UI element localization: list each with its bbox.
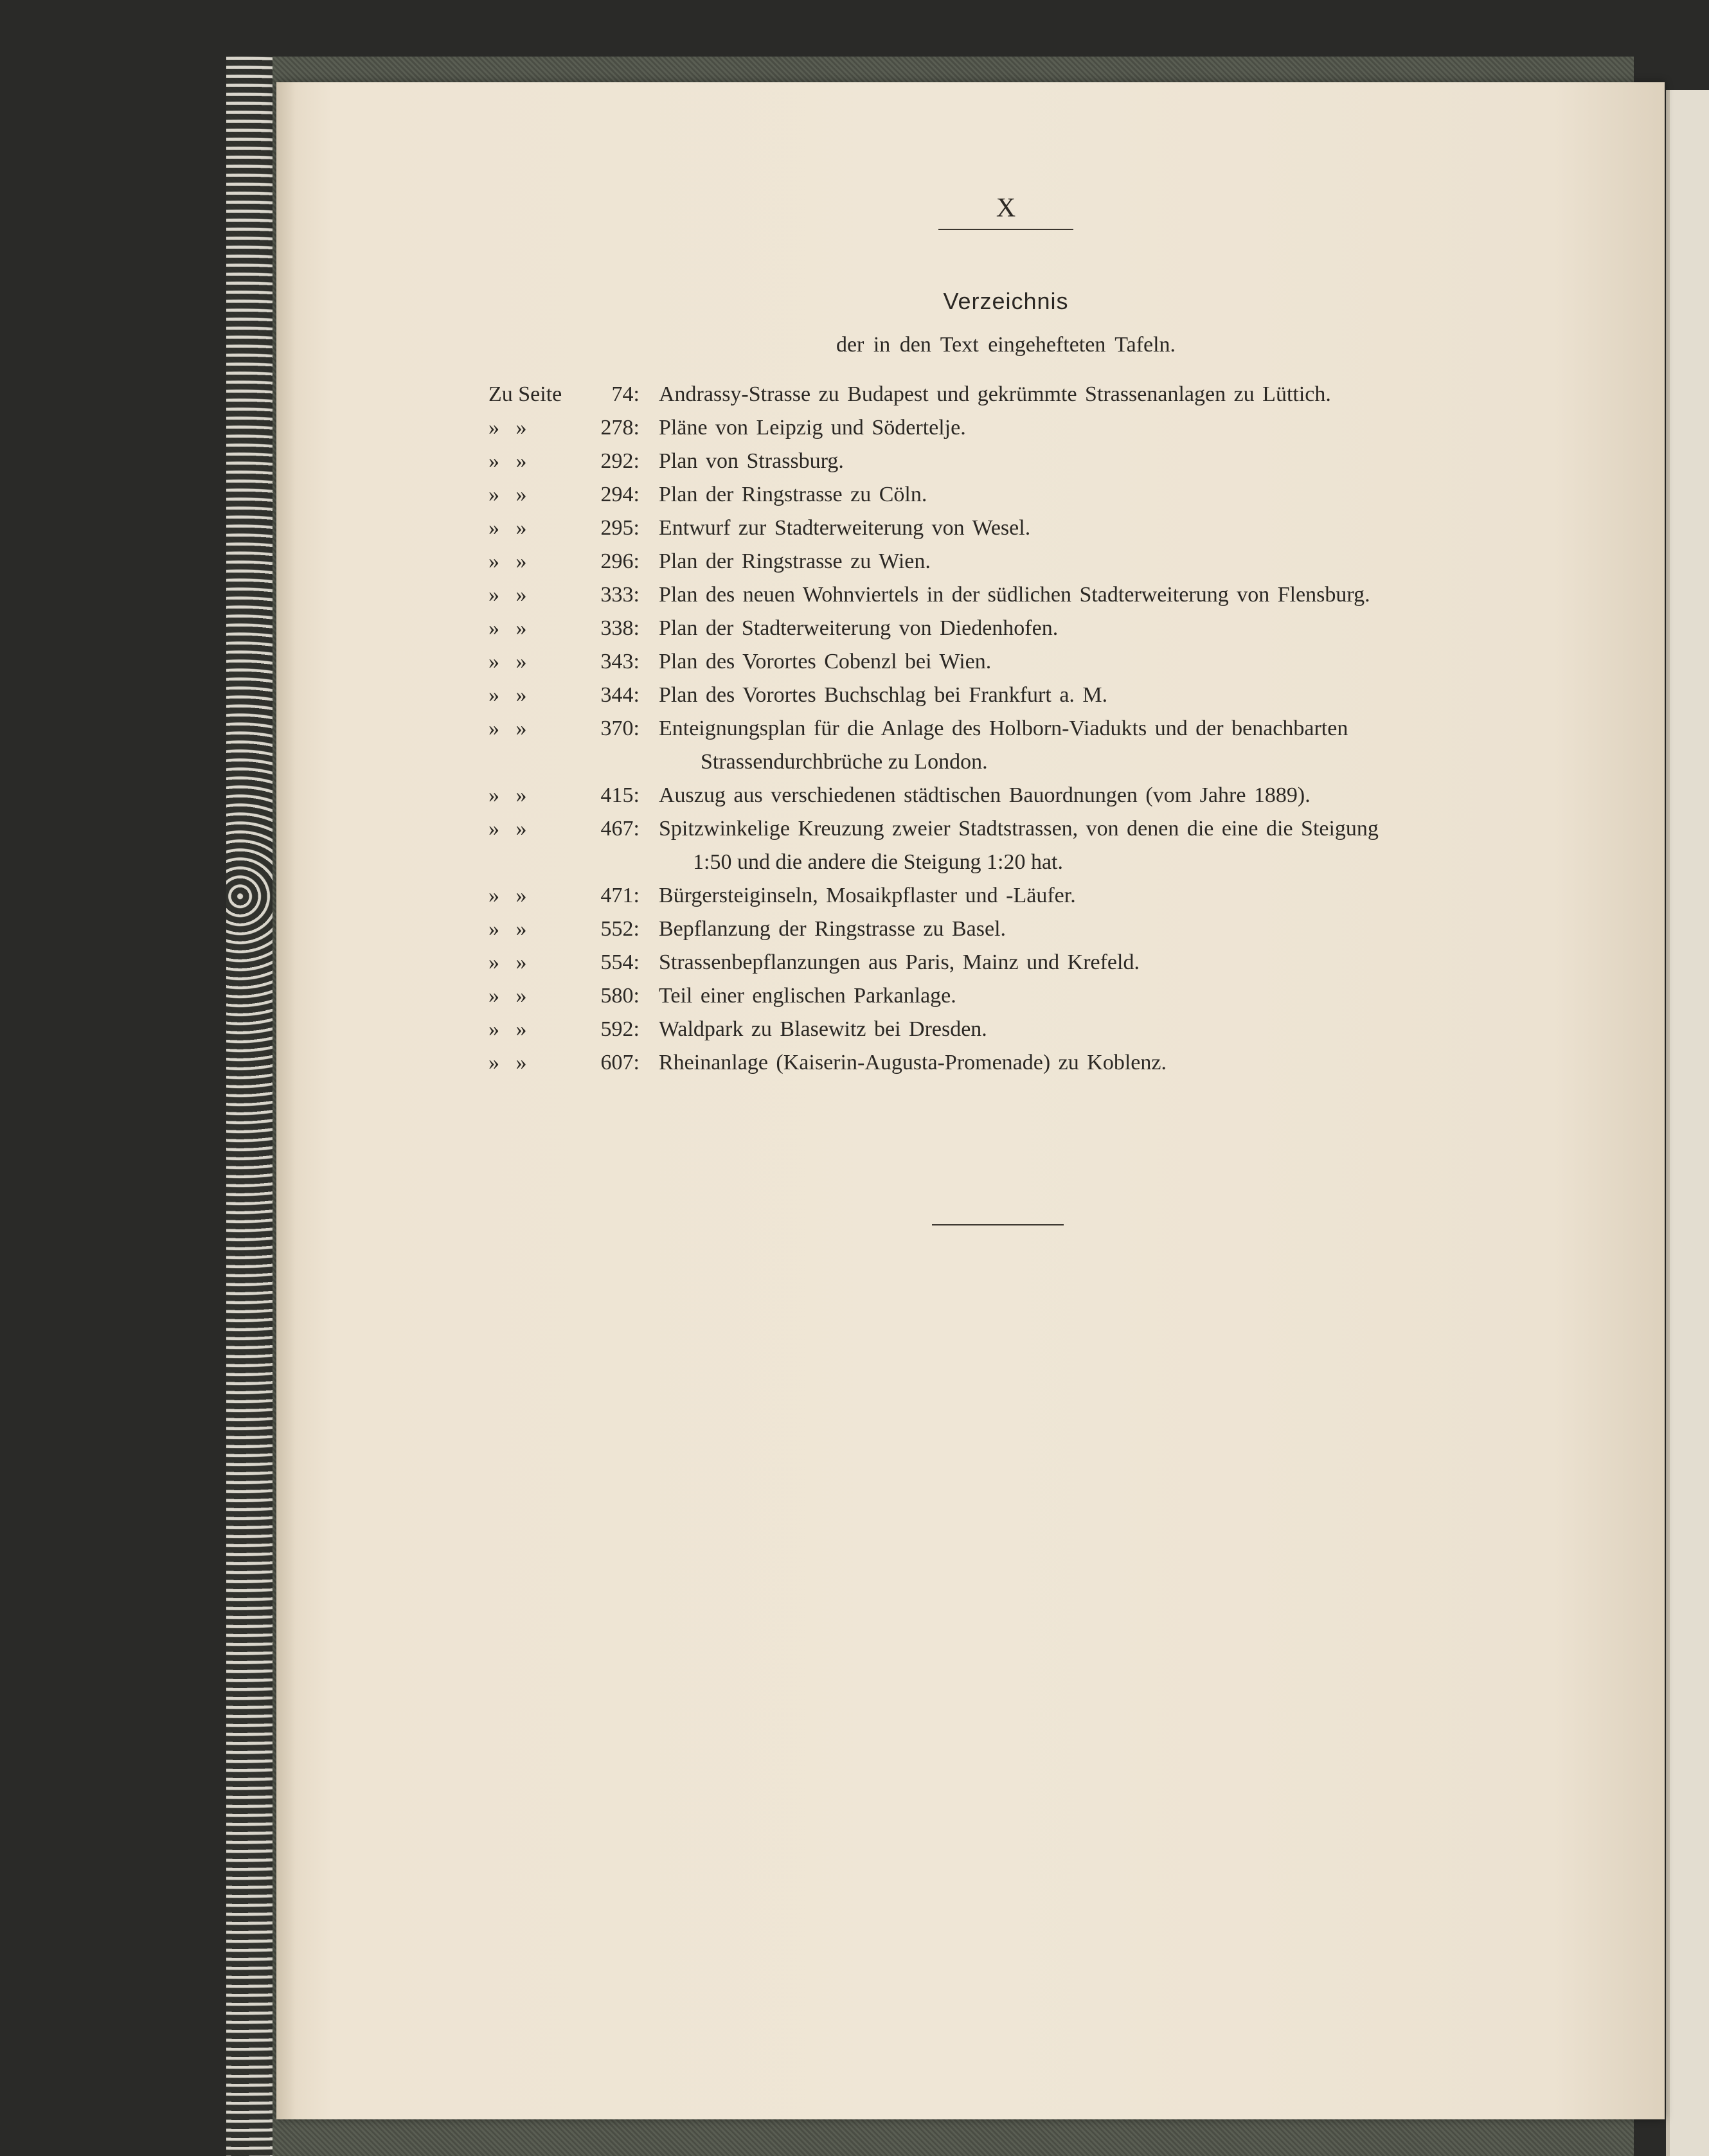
entry-description: Plan von Strassburg.	[659, 449, 844, 473]
entry-prefix: » »	[488, 483, 527, 506]
page-gutter	[276, 82, 296, 2119]
entry-prefix: » »	[488, 683, 527, 707]
page-title: Verzeichnis	[943, 288, 1069, 314]
entry-prefix: » »	[488, 917, 527, 941]
entry-page: 415:	[600, 783, 640, 807]
plates-list	[488, 378, 1517, 1080]
entry-description: Enteignungsplan für die Anlage des Holborn-Viadukts und der benachbarten	[659, 717, 1348, 740]
list-item	[488, 411, 1517, 445]
entry-prefix: » »	[488, 817, 527, 841]
entry-prefix: » »	[488, 950, 527, 974]
list-item	[488, 812, 1517, 879]
entry-page: 296:	[600, 549, 640, 573]
entry-page: 338:	[600, 616, 640, 640]
list-item	[488, 545, 1517, 578]
entry-prefix: » »	[488, 783, 527, 807]
list-item	[488, 578, 1517, 612]
entry-description: Teil einer englischen Parkanlage.	[659, 984, 956, 1008]
entry-page: 292:	[600, 449, 640, 473]
list-item	[488, 946, 1517, 979]
entry-page: 278:	[600, 416, 640, 440]
entry-prefix: » »	[488, 717, 527, 740]
entry-page: 344:	[600, 683, 640, 707]
list-item	[488, 512, 1517, 545]
entry-description: Pläne von Leipzig und Södertelje.	[659, 416, 966, 440]
entry-description: Entwurf zur Stadterweiterung von Wesel.	[659, 516, 1031, 540]
entry-continuation: 1:50 und die andere die Steigung 1:20 hat.	[693, 850, 1063, 874]
entry-prefix: » »	[488, 884, 527, 907]
entry-page: 554:	[600, 950, 640, 974]
next-page-edge	[1666, 90, 1709, 2156]
entry-prefix: » »	[488, 650, 527, 673]
list-item	[488, 679, 1517, 712]
list-item	[488, 913, 1517, 946]
entry-description: Bürgersteiginseln, Mosaikpflaster und -Läufer.	[659, 884, 1076, 907]
list-item	[488, 712, 1517, 779]
entry-prefix: » »	[488, 616, 527, 640]
entry-description: Plan des Vorortes Buchschlag bei Frankfurt a. M.	[659, 683, 1108, 707]
list-item	[488, 378, 1517, 411]
list-item	[488, 445, 1517, 478]
entry-page: 294:	[600, 483, 640, 506]
entry-prefix: » »	[488, 1051, 527, 1074]
entry-continuation: Strassendurchbrüche zu London.	[701, 750, 988, 774]
entry-prefix: Zu Seite	[488, 382, 562, 406]
entry-description: Bepflanzung der Ringstrasse zu Basel.	[659, 917, 1007, 941]
entry-page: 74:	[611, 382, 640, 406]
entry-page: 592:	[600, 1017, 640, 1041]
list-item	[488, 478, 1517, 512]
list-item	[488, 612, 1517, 645]
list-item	[488, 979, 1517, 1013]
list-item	[488, 879, 1517, 913]
entry-description: Plan der Ringstrasse zu Wien.	[659, 549, 931, 573]
entry-page: 370:	[600, 717, 640, 740]
list-item	[488, 1013, 1517, 1046]
entry-prefix: » »	[488, 1017, 527, 1041]
page-folio: X	[938, 193, 1073, 230]
entry-page: 552:	[600, 917, 640, 941]
entry-page: 607:	[600, 1051, 640, 1074]
entry-description: Plan der Ringstrasse zu Cöln.	[659, 483, 927, 506]
entry-description: Waldpark zu Blasewitz bei Dresden.	[659, 1017, 987, 1041]
list-item	[488, 779, 1517, 812]
list-item	[488, 645, 1517, 679]
entry-page: 580:	[600, 984, 640, 1008]
entry-prefix: » »	[488, 416, 527, 440]
entry-page: 295:	[600, 516, 640, 540]
list-item	[488, 1046, 1517, 1080]
end-rule	[932, 1224, 1064, 1225]
entry-description: Strassenbepflanzungen aus Paris, Mainz und Krefeld.	[659, 950, 1140, 974]
entry-description: Rheinanlage (Kaiserin-Augusta-Promenade) zu Koblenz.	[659, 1051, 1167, 1074]
entry-prefix: » »	[488, 549, 527, 573]
entry-page: 471:	[600, 884, 640, 907]
entry-description: Plan des neuen Wohnviertels in der südlichen Stadterweiterung von Flensburg.	[659, 583, 1370, 607]
entry-prefix: » »	[488, 583, 527, 607]
entry-page: 467:	[600, 817, 640, 841]
entry-prefix: » »	[488, 984, 527, 1008]
entry-description: Spitzwinkelige Kreuzung zweier Stadtstrassen, von denen die eine die Steigung	[659, 817, 1379, 841]
marbled-edge	[226, 57, 273, 2156]
entry-prefix: » »	[488, 449, 527, 473]
entry-page: 333:	[600, 583, 640, 607]
entry-description: Auszug aus verschiedenen städtischen Bauordnungen (vom Jahre 1889).	[659, 783, 1311, 807]
entry-description: Andrassy-Strasse zu Budapest und gekrümmte Strassenanlagen zu Lüttich.	[659, 382, 1331, 406]
entry-description: Plan des Vorortes Cobenzl bei Wien.	[659, 650, 992, 673]
page-subtitle: der in den Text eingehefteten Tafeln.	[836, 333, 1176, 357]
entry-description: Plan der Stadterweiterung von Diedenhofen.	[659, 616, 1059, 640]
entry-prefix: » »	[488, 516, 527, 540]
entry-page: 343:	[600, 650, 640, 673]
